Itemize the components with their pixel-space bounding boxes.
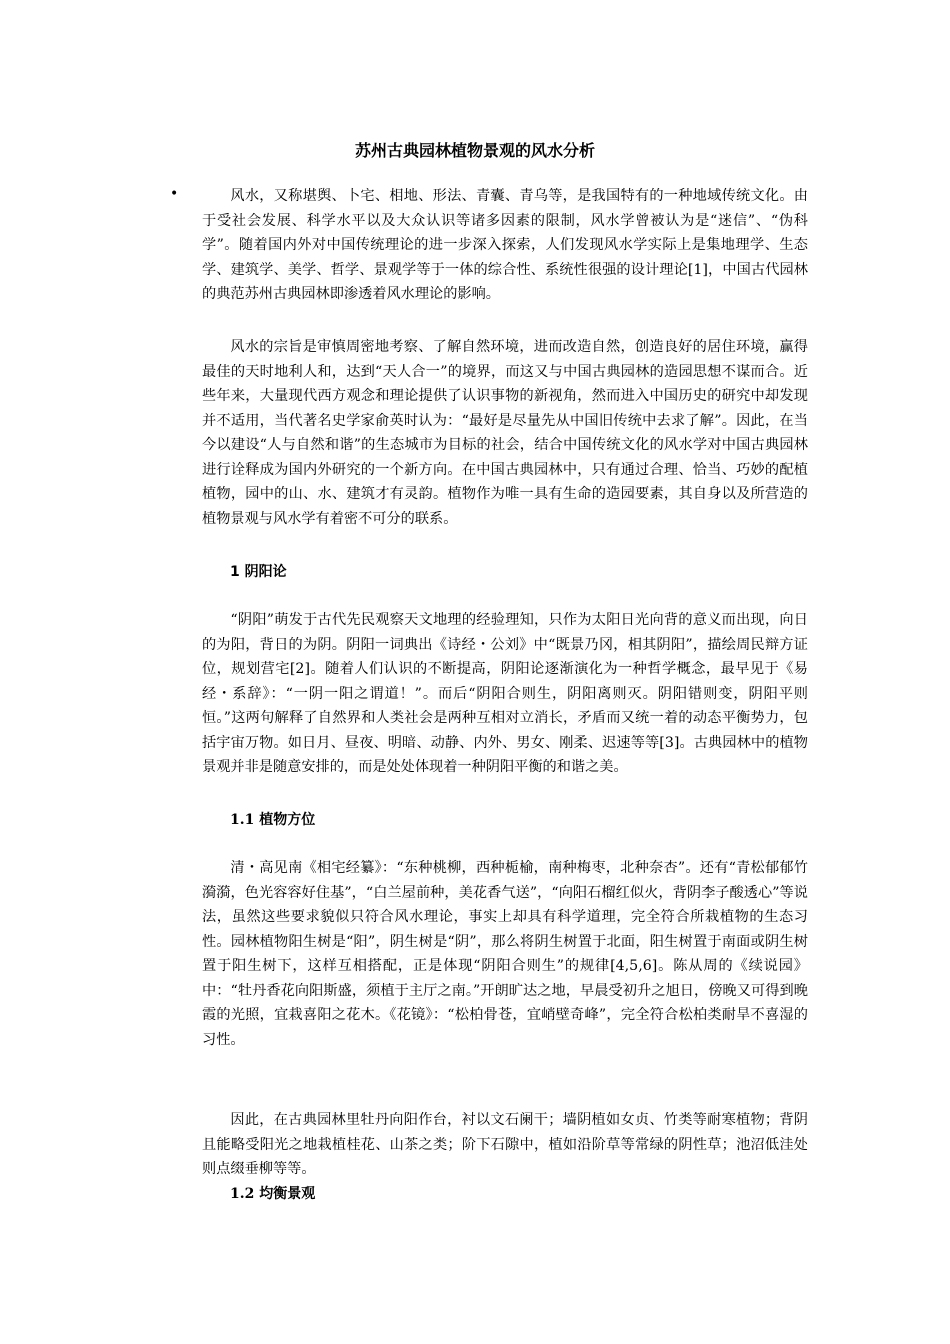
paragraph-plant-orientation: 清・高见南《相宅经纂》：“东种桃柳，西种栀榆，南种梅枣，北种奈杏”。还有“青松郁郁竹漪漪，色光容容好住基”，“白兰屋前种，美花香气送”，“向阳石榴红似火，背阴李子酸透心”等说法，虽然这些要求貌似只符合风水理论，事实上却具有科学道理，完全符合所栽植物的生态习性。园林植物阳生树是“阳”，阴生树是“阴”，那么将阴生树置于北面，阳生树置于南面或阴生树置于阳生树下，这样互相搭配，正是体现“阴阳合则生”的规律[4,5,6]。陈从周的《续说园》中：“牡丹香花向阳斯盛，须植于主厅之南。”开朗旷达之地，早晨受初升之旭日，傍晚又可得到晚霞的光照，宜栽喜阳之花木。《花镜》：“松柏骨苍，宜峭壁奇峰”，完全符合松柏类耐旱不喜湿的习性。 [202, 860, 808, 1048]
paragraph-intro: 风水，又称堪舆、卜宅、相地、形法、青囊、青乌等，是我国特有的一种地域传统文化。由于受社会发展、科学水平以及大众认识等诸多因素的限制，风水学曾被认为是“迷信”、“伪科学”。随着国内外对中国传统理论的进一步深入探索，人们发现风水学实际上是集地理学、生态学、建筑学、美学、哲学、景观学等于一体的综合性、系统性很强的设计理论[1]，中国古代园林的典范苏州古典园林即渗透着风水理论的影响。 [202, 188, 808, 302]
section-heading-yinyang: 1 阴阳论 [230, 564, 287, 580]
document-title: 苏州古典园林植物景观的风水分析 [354, 141, 595, 160]
subsection-heading-plant-orientation: 1.1 植物方位 [230, 812, 316, 828]
paragraph-conclusion: 因此，在古典园林里牡丹向阳作台，衬以文石阑干；墙阴植如女贞、竹类等耐寒植物；背阴且能略受阳光之地栽植桂花、山茶之类；阶下石隙中，植如沿阶草等常绿的阴性草；池沼低洼处则点缀垂柳等等。 [202, 1112, 808, 1177]
paragraph-purpose: 风水的宗旨是审慎周密地考察、了解自然环境，进而改造自然，创造良好的居住环境，赢得最佳的天时地利人和，达到“天人合一”的境界，而这又与中国古典园林的造园思想不谋而合。近些年来，大量现代西方观念和理论提供了认识事物的新视角，然而进入中国历史的研究中却发现并不适用，当代著名史学家俞英时认为：“最好是尽量先从中国旧传统中去求了解”。因此，在当今以建设“人与自然和谐”的生态城市为目标的社会，结合中国传统文化的风水学对中国古典园林进行诠释成为国内外研究的一个新方向。在中国古典园林中，只有通过合理、恰当、巧妙的配植植物，园中的山、水、建筑才有灵韵。植物作为唯一具有生命的造园要素，其自身以及所营造的植物景观与风水学有着密不可分的联系。 [202, 339, 808, 527]
bullet-marker: • [170, 186, 179, 202]
subsection-heading-balanced-landscape: 1.2 均衡景观 [230, 1186, 316, 1202]
paragraph-yinyang: “阴阳”萌发于古代先民观察天文地理的经验理知，只作为太阳日光向背的意义而出现，向日的为阳，背日的为阴。阴阳一词典出《诗经・公刘》中“既景乃冈，相其阴阳”，描绘周民辩方证位，规划营宅[2]。随着人们认识的不断提高，阴阳论逐渐演化为一种哲学概念，最早见于《易经・系辞》：“一阴一阳之谓道！”。而后“阴阳合则生，阴阳离则灭。阴阳错则变，阴阳平则恒。”这两句解释了自然界和人类社会是两种互相对立消长，矛盾而又统一着的动态平衡势力，包括宇宙万物。如日月、昼夜、明暗、动静、内外、男女、刚柔、迟速等等[3]。古典园林中的植物景观并非是随意安排的，而是处处体现着一种阴阳平衡的和谐之美。 [202, 612, 808, 775]
